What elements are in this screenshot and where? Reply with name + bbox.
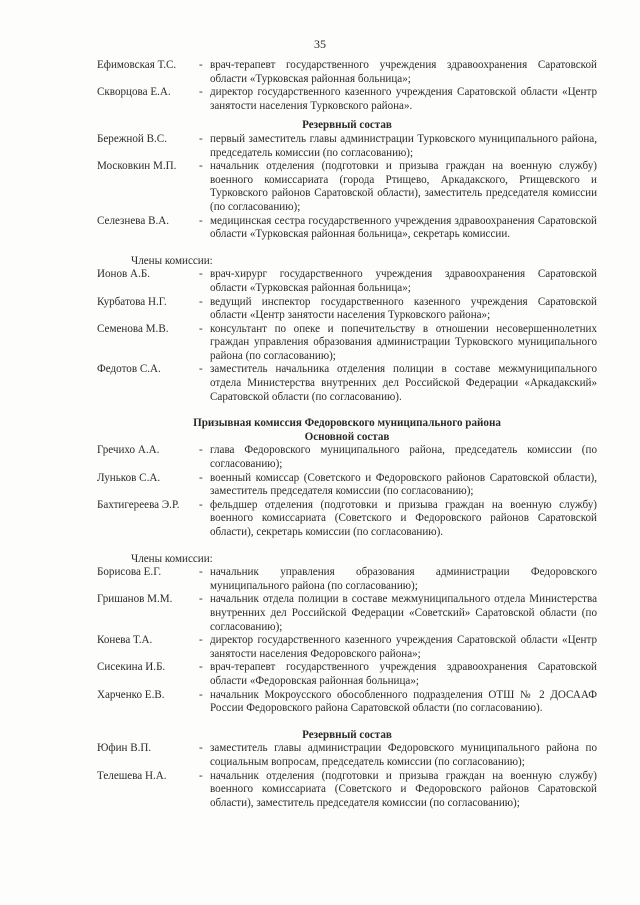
member-position: врач-хирург государственного учреждения здравоохранения Саратовской области «Турковская районная больница»;	[210, 268, 597, 294]
member-name: Конева Т.А.	[97, 634, 153, 647]
dash-separator: -	[199, 132, 203, 145]
member-position: фельдшер отделения (подготовки и призыва граждан на военную службу) военного комиссариата (Советского и Федоровского районов Саратовской области), секретарь комиссии (по согласованию).	[210, 498, 597, 538]
dash-separator: -	[199, 322, 203, 335]
member-position: первый заместитель главы администрации Турковского муниципального района, председатель комиссии (по согласованию);	[210, 132, 597, 159]
member-position: врач-терапевт государственного учреждения здравоохранения Саратовской области «Федоровская районная больница»;	[210, 661, 597, 687]
member-name: Ефимовская Т.С.	[97, 59, 177, 71]
dash-separator: -	[199, 471, 203, 484]
dash-separator: -	[199, 444, 203, 457]
member-entry	[97, 323, 597, 364]
commission-heading: Призывная комиссия Федоровского муниципального района	[193, 417, 501, 430]
dash-separator: -	[199, 769, 203, 782]
member-name: Луньков С.А.	[97, 471, 161, 484]
member-name: Скворцова Е.А.	[97, 86, 171, 99]
dash-separator: -	[199, 363, 203, 376]
member-entry	[97, 566, 597, 593]
section-subheading: Основной состав	[304, 430, 390, 443]
member-entry	[97, 634, 597, 661]
members-label: Члены комиссии:	[131, 552, 213, 565]
member-name: Ионов А.Б.	[97, 268, 150, 281]
member-entry	[97, 742, 597, 769]
member-position: ведущий инспектор государственного казенного учреждения Саратовской области «Центр занятости населения Турковского района»;	[210, 295, 597, 322]
member-entry	[97, 593, 597, 634]
dash-separator: -	[199, 742, 203, 755]
member-entry	[97, 86, 597, 113]
member-position: директор государственного казенного учреждения Саратовской области «Центр занятости населения Турковского района».	[210, 86, 597, 112]
member-position: врач-терапевт государственного учреждения здравоохранения Саратовской области «Турковская районная больница»;	[210, 59, 597, 85]
dash-separator: -	[199, 593, 203, 606]
dash-separator: -	[199, 268, 203, 281]
member-entry	[97, 661, 597, 688]
dash-separator: -	[199, 86, 203, 99]
dash-separator: -	[199, 566, 203, 579]
member-entry	[97, 215, 597, 242]
member-name: Московкин М.П.	[97, 160, 177, 173]
section-heading: Резервный состав	[302, 119, 392, 132]
member-position: начальник отдела полиции в составе межмуниципального отдела Министерства внутренних дел Российской Федерации «Советский» Саратовской области (по согласованию);	[210, 593, 597, 633]
member-entry	[97, 499, 597, 540]
member-name: Курбатова Н.Г.	[97, 295, 167, 308]
member-name: Бережной В.С.	[97, 132, 167, 145]
member-position: заместитель начальника отделения полиции в составе межмуниципального отдела Министерства внутренних дел Российской Федерации «Аркадакский» Саратовской области (по согласованию).	[210, 363, 597, 403]
member-entry	[97, 296, 597, 323]
dash-separator: -	[199, 295, 203, 308]
dash-separator: -	[199, 634, 203, 647]
member-name: Борисова Е.Г.	[97, 566, 162, 579]
member-entry	[97, 268, 597, 295]
member-position: заместитель главы администрации Федоровского муниципального района по социальным вопросам, председатель комиссии (по согласованию);	[210, 742, 597, 768]
members-label: Члены комиссии:	[131, 254, 213, 267]
member-position: директор государственного казенного учреждения Саратовской области «Центр занятости населения Федоровского района»;	[210, 634, 597, 660]
member-entry	[97, 472, 597, 499]
member-name: Селезнева В.А.	[97, 214, 170, 227]
member-entry	[97, 133, 597, 160]
dash-separator: -	[199, 688, 203, 701]
member-entry	[97, 363, 597, 404]
dash-separator: -	[199, 661, 203, 674]
dash-separator: -	[199, 498, 203, 511]
member-name: Гречихо А.А.	[97, 444, 160, 457]
member-position: консультант по опеке и попечительству в отношении несовершеннолетних граждан управления образования администрации Турковского муниципального района (по согласованию);	[210, 322, 597, 362]
member-name: Сисекина И.Б.	[97, 661, 166, 674]
member-position: начальник управления образования администрации Федоровского муниципального района (по согласованию);	[210, 566, 597, 592]
dash-separator: -	[199, 160, 203, 173]
member-entry	[97, 689, 597, 716]
member-position: медицинская сестра государственного учреждения здравоохранения Саратовской области «Турковская районная больница», секретарь комиссии.	[210, 214, 597, 241]
document-body	[97, 59, 597, 810]
member-name: Юфин В.П.	[97, 742, 152, 755]
member-position: глава Федоровского муниципального района, председатель комиссии (по согласованию);	[210, 444, 597, 471]
member-entry	[97, 770, 597, 811]
member-entry	[97, 444, 597, 471]
member-name: Бахтигереева Э.Р.	[97, 498, 180, 511]
member-position: военный комиссар (Советского и Федоровского районов Саратовской области), заместитель председателя комиссии (по согласованию);	[210, 471, 597, 498]
member-position: начальник отделения (подготовки и призыва граждан на военную службу) военного комиссариата (города Ртищево, Аркадакского, Ртищевского и Турковского районов Саратовской области), заместитель председателя комиссии (по согласованию);	[210, 160, 597, 213]
member-name: Семенова М.В.	[97, 322, 169, 335]
member-name: Телешева Н.А.	[97, 769, 167, 782]
page-number: 35	[314, 37, 326, 51]
dash-separator: -	[199, 59, 203, 71]
section-heading: Резервный состав	[302, 728, 392, 741]
member-name: Харченко Е.В.	[97, 688, 165, 701]
member-entry	[97, 59, 597, 86]
dash-separator: -	[199, 214, 203, 227]
member-position: начальник Мокроусского обособленного подразделения ОТШ № 2 ДОСААФ России Федоровского района Саратовской области (по согласованию).	[210, 688, 597, 715]
member-name: Гришанов М.М.	[97, 593, 173, 606]
member-entry	[97, 160, 597, 214]
member-name: Федотов С.А.	[97, 363, 161, 376]
member-position: начальник отделения (подготовки и призыва граждан на военную службу) военного комиссариата (Советского и Федоровского районов Саратовской области), заместитель председателя комиссии (по согласованию);	[210, 769, 597, 809]
